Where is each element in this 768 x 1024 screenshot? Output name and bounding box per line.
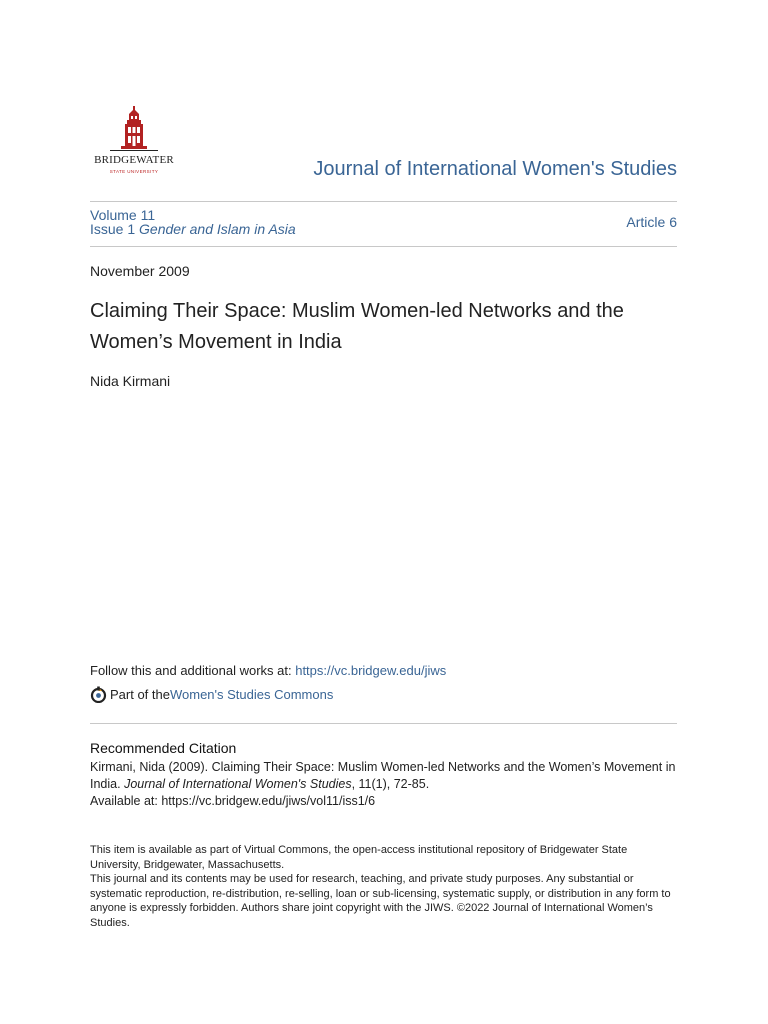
citation-journal: Journal of International Women's Studies	[124, 777, 352, 791]
article-title: Claiming Their Space: Muslim Women-led Networks and the Women’s Movement in India	[90, 300, 624, 353]
logo-subtitle: STATE UNIVERSITY	[109, 169, 159, 174]
volume-link[interactable]: Volume 11	[90, 207, 156, 223]
issue-name: Gender and Islam in Asia	[139, 221, 296, 237]
divider	[90, 246, 677, 247]
citation-volume-pages: , 11(1), 72-85.	[351, 777, 430, 791]
document-page	[90, 0, 677, 1024]
tower-icon	[90, 106, 178, 154]
copyright-notice: This journal and its contents may be used for research, teaching, and private study purposes. Any substantial or systematic reproduction, re-distribution, re-selling, loan or sub-licensing, systematic supply, or distribution in any form to anyone is expressly forbidden. Authors share joint copyright with the JIWS. ©2022 Journal of International Women’s Studies.	[90, 873, 671, 929]
follow-url-link[interactable]: https://vc.bridgew.edu/jiws	[295, 663, 447, 678]
divider	[90, 723, 677, 724]
repository-notice: This item is available as part of Virtual Commons, the open-access institutional repository of Bridgewater State University, Bridgewater, Massachusetts.	[90, 844, 628, 871]
article-link[interactable]: Article 6	[626, 214, 677, 230]
part-of-label: Part of the	[110, 687, 170, 702]
citation-available-at: Available at: https://vc.bridgew.edu/jiws/vol11/iss1/6	[90, 794, 376, 808]
bridgewater-logo	[90, 106, 178, 180]
logo-wordmark: BRIDGEWATER	[94, 154, 174, 166]
digital-commons-icon	[90, 686, 107, 703]
citation-text	[90, 759, 680, 810]
recommended-citation-heading: Recommended Citation	[90, 740, 237, 756]
divider	[90, 201, 677, 202]
follow-line	[90, 663, 446, 678]
follow-label: Follow this and additional works at:	[90, 663, 296, 678]
author-name: Nida Kirmani	[90, 373, 171, 389]
part-of-line	[90, 686, 333, 703]
issue-link[interactable]	[90, 222, 296, 237]
issue-number: Issue 1	[90, 221, 136, 237]
journal-title-link[interactable]: Journal of International Women's Studies	[313, 158, 677, 180]
fine-print	[90, 843, 680, 931]
citation-authors-title: Kirmani, Nida (2009). Claiming Their Space: Muslim Women-led Networks and the Women’s Movement in India.	[90, 760, 676, 791]
womens-studies-commons-link[interactable]: Women's Studies Commons	[169, 687, 334, 702]
publication-date: November 2009	[90, 263, 190, 279]
